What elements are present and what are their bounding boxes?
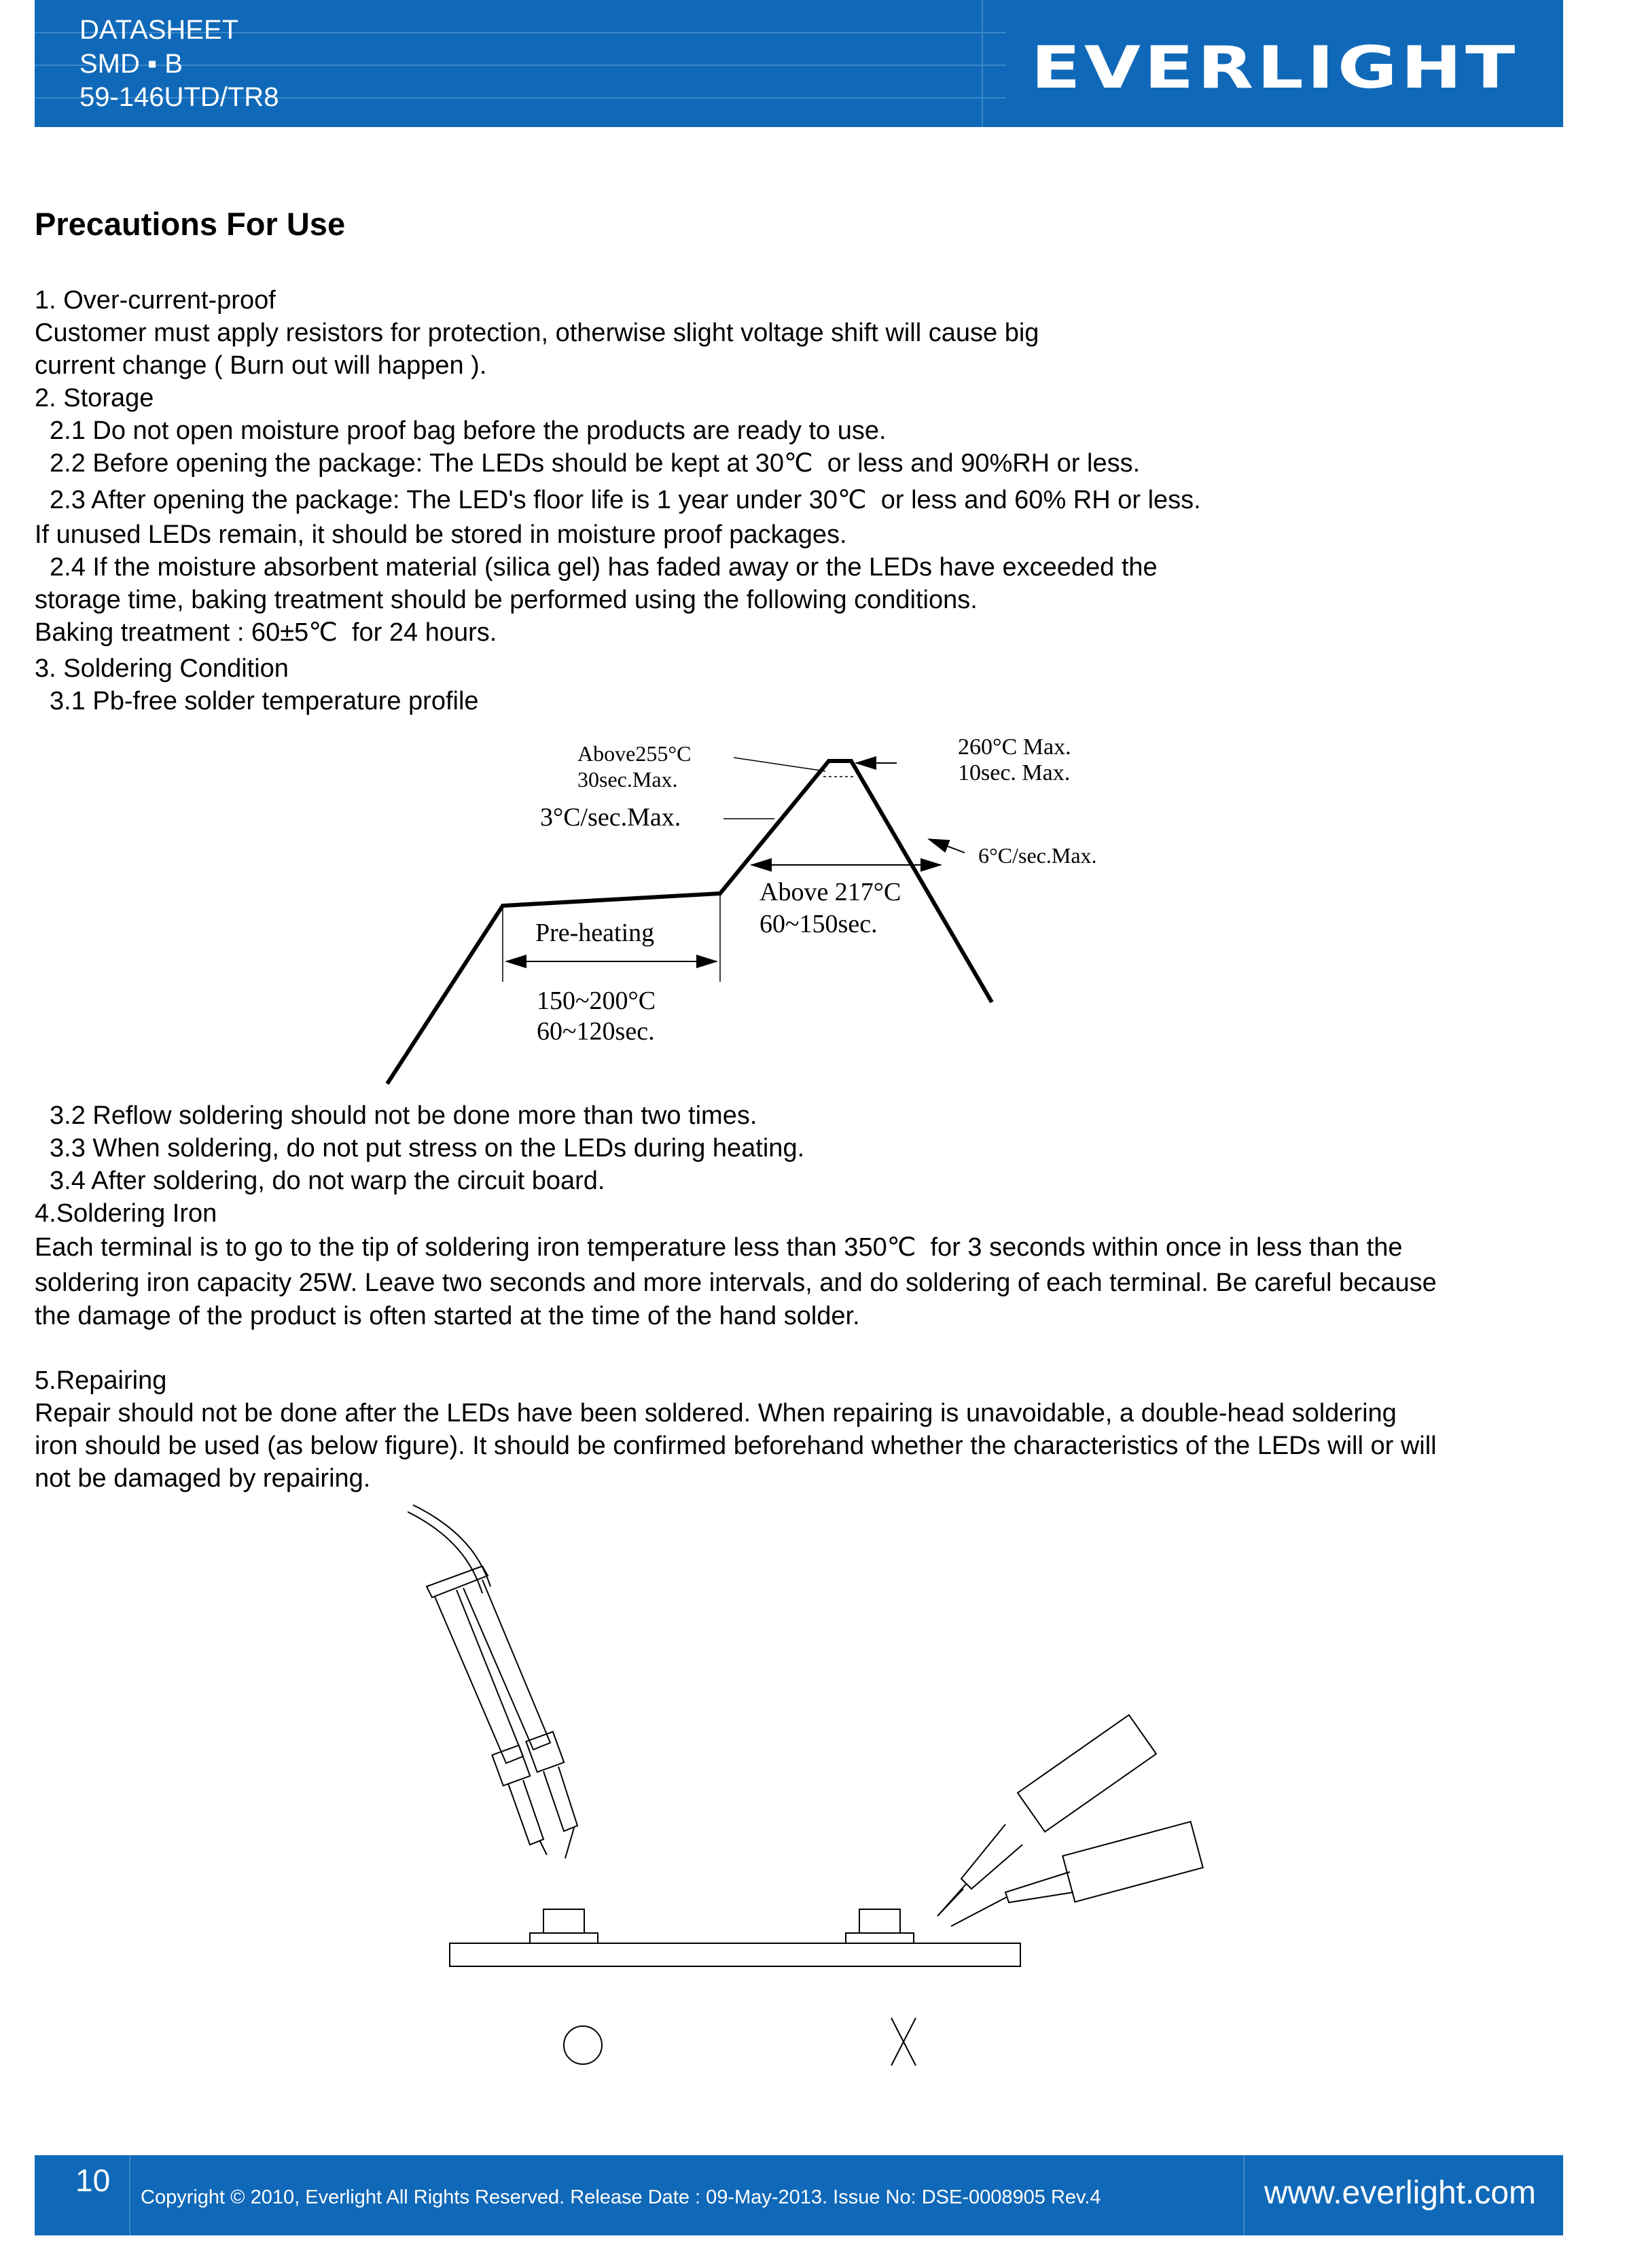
ok-mark-text: ○ [580, 2050, 586, 2057]
baking-treatment: Baking treatment : 60±5℃ for 24 hours. [35, 618, 497, 647]
label-above-217: Above 217°C [759, 878, 901, 906]
ramp-down-arrow [929, 839, 965, 853]
section-2-3-note: If unused LEDs remain, it should be stored in moisture proof packages. [35, 520, 847, 549]
single-soldering-iron-upper [937, 1715, 1156, 1916]
section-3-heading: 3. Soldering Condition [35, 654, 289, 683]
section-5-text-2: iron should be used (as below figure). It should be confirmed beforehand whether the characteristics of the LEDs will or will [35, 1432, 1437, 1460]
label-ramp-down: 6°C/sec.Max. [978, 843, 1097, 868]
section-3-3: 3.3 When soldering, do not put stress on the LEDs during heating. [50, 1134, 805, 1163]
temperature-profile-curve [387, 761, 992, 1084]
section-1-text-2: current change ( Burn out will happen ). [35, 351, 487, 380]
section-4-text-3: the damage of the product is often started at the time of the hand solder. [35, 1302, 860, 1330]
section-4-heading: 4.Soldering Iron [35, 1199, 217, 1228]
section-3-4: 3.4 After soldering, do not warp the circuit board. [50, 1167, 605, 1195]
section-5-heading: 5.Repairing [35, 1366, 167, 1395]
footer-banner [35, 2155, 1563, 2235]
label-preheat: Pre-heating [535, 919, 655, 947]
label-above-255-time: 30sec.Max. [577, 767, 678, 792]
section-1-heading: 1. Over-current-proof [35, 286, 276, 315]
section-2-4-line-2: storage time, baking treatment should be performed using the following conditions. [35, 586, 978, 614]
section-2-1: 2.1 Do not open moisture proof bag before the products are ready to use. [50, 417, 887, 445]
website-link[interactable]: www.everlight.com [1264, 2175, 1536, 2211]
section-2-heading: 2. Storage [35, 384, 154, 412]
section-3-1: 3.1 Pb-free solder temperature profile [50, 687, 479, 715]
label-ramp-up: 3°C/sec.Max. [540, 803, 681, 832]
section-2-2: 2.2 Before opening the package: The LEDs should be kept at 30℃ or less and 90%RH or less. [50, 449, 1141, 478]
section-4-text-1: Each terminal is to go to the tip of soldering iron temperature less than 350℃ for 3 seconds within once in less than the [35, 1233, 1403, 1262]
double-head-soldering-iron [427, 1566, 577, 1858]
page-title: Precautions For Use [35, 206, 346, 242]
label-peak-time: 10sec. Max. [958, 760, 1071, 785]
above-255-leader [734, 758, 825, 771]
reflow-profile-chart [367, 730, 1141, 1097]
copyright-notice: Copyright © 2010, Everlight All Rights Reserved. Release Date : 09-May-2013. Issue No: DSE-0008905 Rev.4 [141, 2186, 1101, 2208]
doc-type: DATASHEET [79, 15, 239, 45]
section-3-2: 3.2 Reflow soldering should not be done more than two times. [50, 1101, 757, 1130]
section-1-text-1: Customer must apply resistors for protection, otherwise slight voltage shift will cause big [35, 319, 1039, 347]
section-5-text-3: not be damaged by repairing. [35, 1464, 371, 1493]
header-banner [35, 0, 1563, 127]
circuit-board [450, 1943, 1020, 1966]
part-number: 59-146UTD/TR8 [79, 82, 279, 112]
label-preheat-time: 60~120sec. [537, 1017, 655, 1046]
ok-mark-circle [564, 2026, 602, 2064]
label-peak-temp: 260°C Max. [958, 734, 1071, 760]
package-type: SMD ▪ B [79, 49, 183, 79]
everlight-logo: EVERLIGHT [1031, 34, 1518, 102]
page-number: 10 [75, 2163, 111, 2198]
label-above-255: Above255°C [577, 741, 692, 766]
repair-figure [408, 1491, 1257, 2083]
label-preheat-temp: 150~200°C [537, 987, 656, 1015]
section-2-4-line-1: 2.4 If the moisture absorbent material (silica gel) has faded away or the LEDs have exceeded the [50, 553, 1158, 582]
led-right [846, 1909, 914, 1943]
section-5-text-1: Repair should not be done after the LEDs have been soldered. When repairing is unavoidable, a double-head soldering [35, 1399, 1397, 1428]
section-2-3: 2.3 After opening the package: The LED's floor life is 1 year under 30℃ or less and 60% RH or less. [50, 486, 1201, 514]
section-4-text-2: soldering iron capacity 25W. Leave two seconds and more intervals, and do soldering of each terminal. Be careful because [35, 1269, 1437, 1297]
ng-mark-text: X [901, 2050, 906, 2057]
led-left [530, 1909, 598, 1943]
label-above-217-time: 60~150sec. [759, 910, 878, 938]
